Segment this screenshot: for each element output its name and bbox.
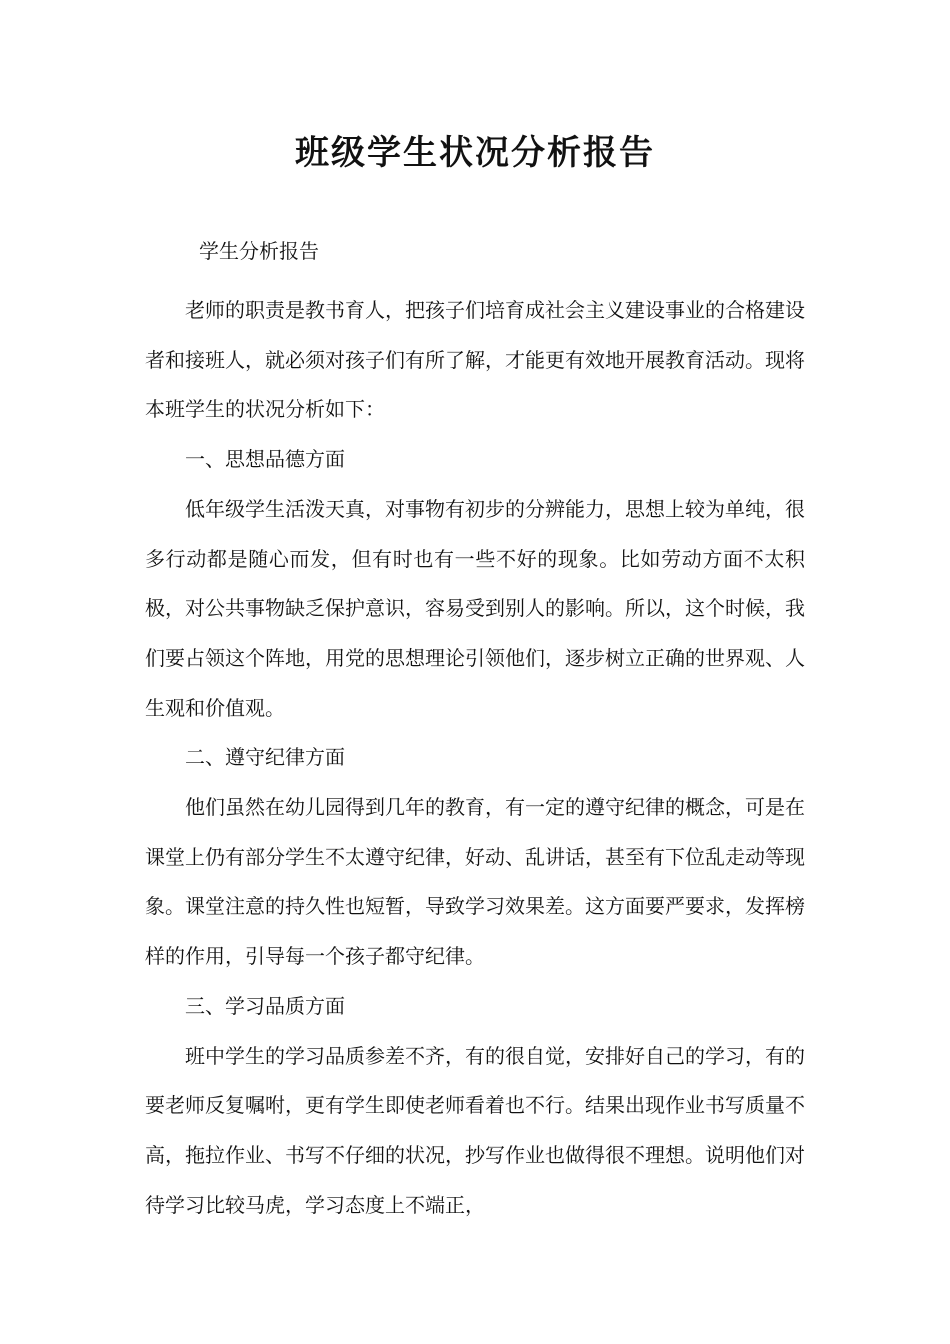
section-heading-learning: 三、学习品质方面	[185, 993, 345, 1018]
section-heading-moral: 一、思想品德方面	[185, 447, 345, 472]
section-heading-discipline: 二、遵守纪律方面	[185, 745, 345, 770]
document-body	[145, 286, 805, 1230]
moral-paragraph: 低年级学生活泼天真，对事物有初步的分辨能力，思想上较为单纯，很多行动都是随心而发，但有时也有一些不好的现象。比如劳动方面不太积极，对公共事物缺乏保护意识，容易受到别人的影响。所以，这个时候，我们要占领这个阵地，用党的思想理论引领他们，逐步树立正确的世界观、人生观和价值观。	[145, 496, 805, 720]
discipline-paragraph: 他们虽然在幼儿园得到几年的教育，有一定的遵守纪律的概念，可是在课堂上仍有部分学生不太遵守纪律，好动、乱讲话，甚至有下位乱走动等现象。课堂注意的持久性也短暂，导致学习效果差。这方面要严要求，发挥榜样的作用，引导每一个孩子都守纪律。	[145, 795, 805, 969]
document-title: 班级学生状况分析报告	[295, 133, 655, 173]
intro-paragraph: 老师的职责是教书育人，把孩子们培育成社会主义建设事业的合格建设者和接班人，就必须对孩子们有所了解，才能更有效地开展教育活动。现将本班学生的状况分析如下：	[145, 298, 805, 422]
learning-paragraph: 班中学生的学习品质参差不齐，有的很自觉，安排好自己的学习，有的要老师反复嘱咐，更有学生即使老师看着也不行。结果出现作业书写质量不高，拖拉作业、书写不仔细的状况，抄写作业也做得很不理想。说明他们对待学习比较马虎，学习态度上不端正，	[145, 1043, 805, 1217]
document-subtitle: 学生分析报告	[199, 239, 319, 263]
